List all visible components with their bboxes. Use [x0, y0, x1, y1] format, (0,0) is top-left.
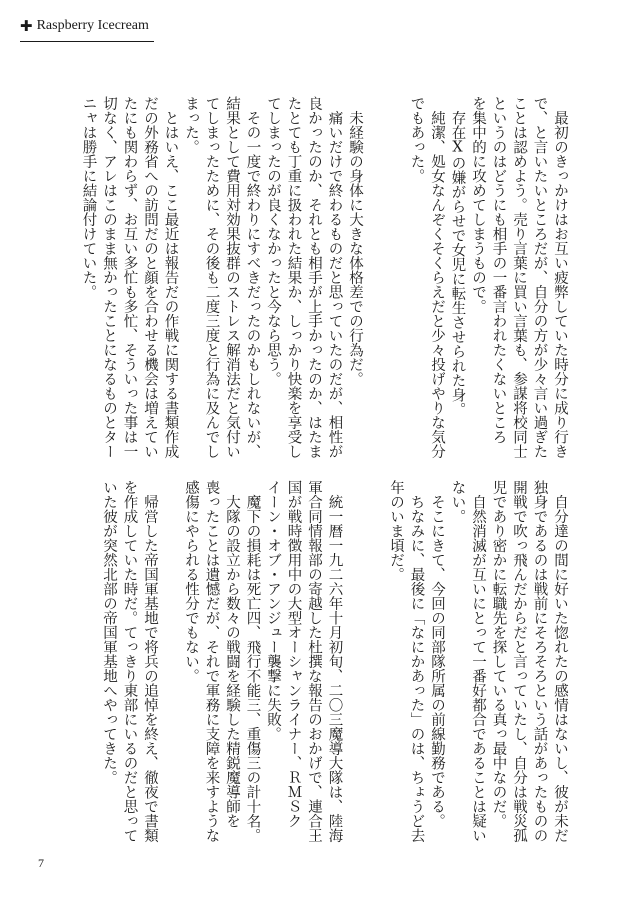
cross-icon: ✚	[20, 16, 33, 35]
text-column: 最初のきっかけはお互い疲弊していた時分に成り行き	[552, 96, 568, 459]
text-column: てしまったために、その後も二度三度と行為に及んでし	[203, 96, 220, 459]
text-column: いた彼が突然北部の帝国軍基地へやってきた。	[101, 480, 117, 785]
text-column: 独身であるのは戦前にそろそろという話があったものの	[531, 480, 548, 843]
column-gap	[386, 96, 407, 456]
text-column: で、と言いたいところだが、自分の方が少々言い過ぎた	[531, 96, 548, 459]
text-column: 児であり密かに転職先を探している真っ最中なのだ。	[490, 480, 507, 828]
text-column: てしまったのが良くなかったと今なら思う。	[265, 96, 281, 386]
text-column: まった。	[183, 96, 199, 154]
text-column: 軍合同情報部の寄越した杜撰な報告のおかげで、連合王	[306, 480, 322, 843]
text-column: 年のいま頃だ。	[388, 480, 404, 582]
text-column: 純潔、処女なんぞくそくらえだと少々投げやりな気分	[429, 96, 445, 459]
text-column: 統一暦一九二六年十月初旬、二〇三魔導大隊は、陸海	[326, 480, 343, 843]
text-column: 痛いだけで終わるものだと思っていたのだが、相性が	[326, 96, 343, 459]
text-column: ニャは勝手に結論付けていた。	[80, 96, 97, 299]
text-column: でもあった。	[408, 96, 425, 183]
text-column: 魔下の損耗は死亡四、飛行不能三、重傷三の計十名。	[244, 480, 261, 843]
text-column: 帰営した帝国軍基地で将兵の追悼を終え、徹夜で書類	[142, 480, 158, 843]
text-column: 自然消滅が互いにとって一番好都合であることは疑い	[470, 480, 486, 843]
text-column: 存在Xの嫌がらせで女児に転生させられた身。	[449, 96, 466, 417]
text-column: を集中的に攻めてしまうもので。	[470, 96, 486, 314]
text-block-top	[80, 96, 570, 459]
text-column: だの外務省への訪問だのと顔を合わせる機会は増えてい	[142, 96, 158, 459]
text-column: とはいえ、ここ最近は報告だの作戦に関する書類作成	[162, 96, 179, 459]
text-column: 大隊の設立から数々の戦闘を経験した精鋭魔導師を	[224, 480, 240, 828]
text-column: たとても丁重に扱われた結果か、しっかり快楽を享受し	[285, 96, 302, 459]
column-gap	[345, 480, 366, 870]
text-block-bottom	[70, 480, 570, 870]
column-gap	[365, 96, 386, 456]
text-column: 自分達の間に好いた惚れたの感情はないし、彼が未だ	[552, 480, 568, 843]
text-column: 未経験の身体に大きな体格差での行為だ。	[347, 96, 363, 386]
text-column: イーン・オブ・アンジュー襲撃に失敗。	[265, 480, 281, 741]
running-header	[20, 18, 149, 34]
text-column: その一度で終わりにすべきだったのかもしれないが、	[244, 96, 261, 459]
text-column: そこにきて、今回の同部隊所属の前線勤務である。	[429, 480, 445, 828]
page-number: 7	[38, 856, 44, 870]
text-column: たにも関わらず、お互い多忙も多忙、そういった事は一	[121, 96, 138, 459]
text-column: 喪ったことは遺憾だが、それで軍務に支障を来すような	[203, 480, 220, 843]
text-column: というのはどうにも相手の一番言われたくないところ	[490, 96, 507, 444]
text-column: 開戦で吹っ飛んだからだと言っていたし、自分は戦災孤	[511, 480, 527, 843]
column-gap	[365, 480, 386, 870]
header-rule	[20, 41, 154, 42]
text-column: ない。	[449, 480, 466, 524]
text-column: ことは認めよう。売り言葉に買い言葉も、参謀将校同士	[511, 96, 527, 459]
header-title: Raspberry Icecream	[36, 18, 149, 33]
text-column: ちなみに、最後に「なにかあった」のは、ちょうど去	[408, 480, 425, 843]
text-column: 良かったのか、それとも相手が上手かったのか、はたま	[306, 96, 322, 459]
text-column: 切なく、アレはこのまま無かったことになるものとター	[101, 96, 117, 459]
text-column: 感傷にやられる性分でもない。	[183, 480, 199, 683]
text-column: を作成していた時だ。てっきり東部にいるのだと思って	[121, 480, 138, 843]
text-column: 国が戦時徴用中の大型オーシャンライナー、ＲＭＳク	[285, 480, 302, 828]
column-gap	[160, 480, 181, 870]
text-column: 結果として費用対効果抜群のストレス解消法だと気付い	[224, 96, 240, 459]
